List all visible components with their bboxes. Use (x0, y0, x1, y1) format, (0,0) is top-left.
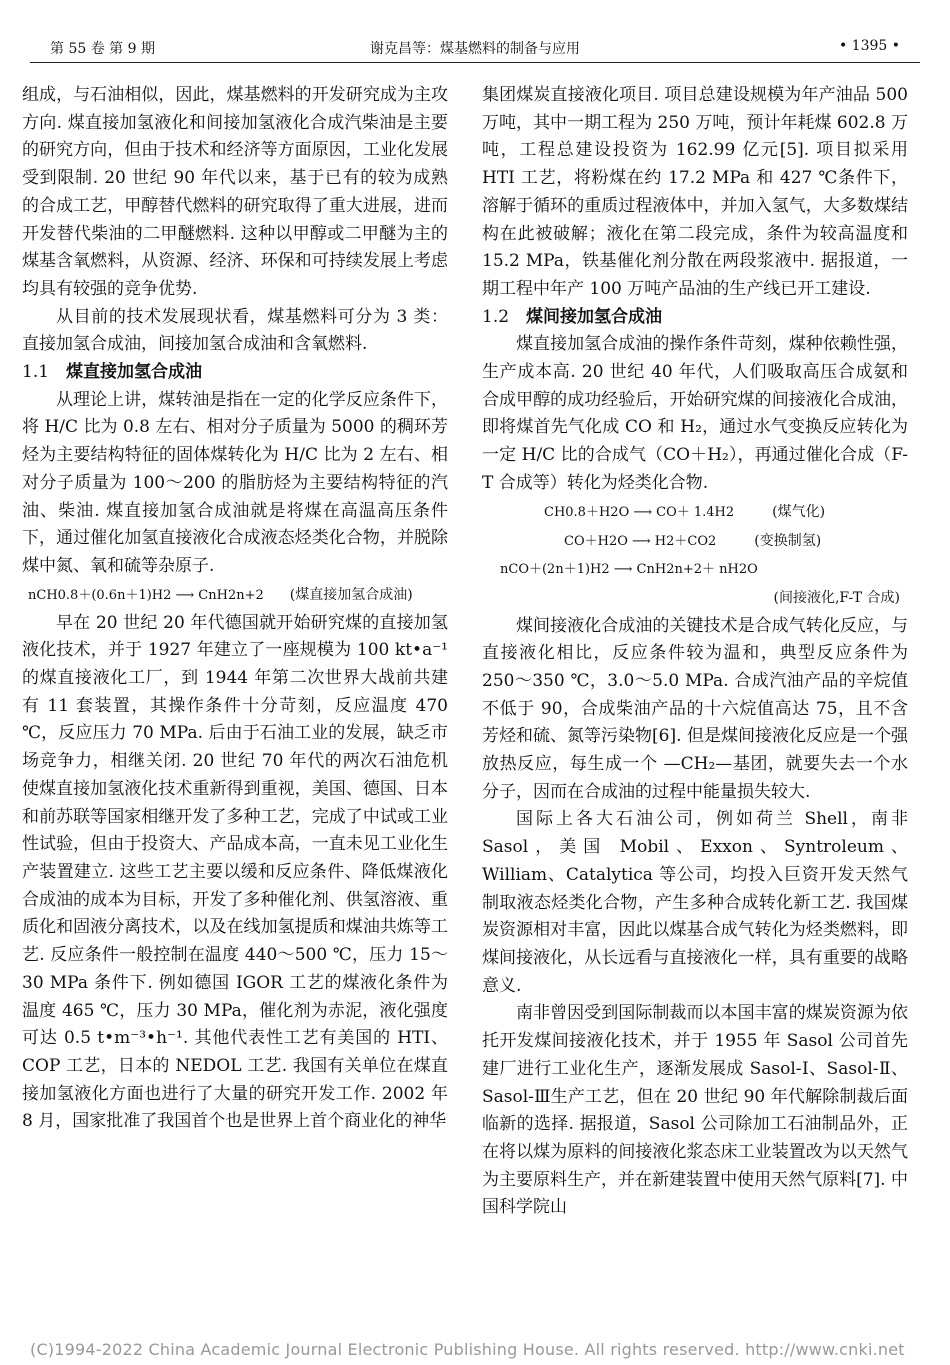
copyright-watermark: (C)1994-2022 China Academic Journal Electronic Publishing House. All rights reserved. http://www.cnki.net (30, 1340, 905, 1359)
section-heading-1-1 (22, 359, 448, 387)
equation-ft-synthesis (482, 556, 908, 584)
equation-tag: (煤直接加氢合成油) (289, 586, 413, 603)
paragraph: 组成，与石油相似，因此，煤基燃料的开发研究成为主攻方向. 煤直接加氢液化和间接加氢液化合成汽柴油是主要的研究方向，但由于技术和经济等方面原因，工业化发展受到限制. 20 世纪 90 年代以来，基于已有的较为成熟的合成工艺，甲醇替代燃料的研究取得了重大进展，进而开发替代柴油的二甲醚燃料. 这种以甲醇或二甲醚为主的煤基含氧燃料，从资源、经济、环保和可持续发展上考虑均具有较强的竞争优势. (22, 85, 448, 299)
paragraph: 从理论上讲，煤转油是指在一定的化学反应条件下，将 H/C 比为 0.8 左右、相对分子质量为 5000 的稠环芳烃为主要结构特征的固体煤转化为 H/C 比为 2 左右、相对分子质量为 100～200 的脂肪烃为主要结构特征的汽油、柴油. 煤直接加氢合成油就是将煤在高温高压条件下，通过催化加氢直接液化合成液态烃类化合物，并脱除煤中氮、氧和硫等杂原子. (22, 389, 448, 576)
paragraph: 煤直接加氢合成油的操作条件苛刻，煤种依赖性强，生产成本高. 20 世纪 40 年代，人们吸取高压合成氨和合成甲醇的成功经验后，开始研究煤的间接液化合成油，即将煤首先气化成 CO 和 H₂，通过水气变换反应转化为一定 H/C 比的合成气（CO＋H₂），再通过催化合成（F-T 合成等）转化为烃类化合物. (482, 334, 908, 493)
page-header (30, 36, 920, 62)
left-column (22, 82, 448, 1136)
equation-body: nCH0.8＋(0.6n＋1)H2 ⟶ CnH2n+2 (28, 587, 264, 603)
equation-tag: (变换制氢) (754, 532, 822, 549)
section-number: 1.1 (22, 362, 50, 383)
equation-shift (482, 527, 908, 556)
equation-tag-line (482, 584, 908, 613)
equation-body: CH0.8＋H2O ⟶ CO＋ 1.4H2 (544, 504, 735, 520)
paragraph: 从目前的技术发展现状看，煤基燃料可分为 3 类：直接加氢合成油，间接加氢合成油和含氧燃料. (22, 306, 448, 355)
equation-tag: (煤气化) (772, 503, 826, 520)
paragraph: 南非曾因受到国际制裁而以本国丰富的煤炭资源为依托开发煤间接液化技术，并于 1955 年 Sasol 公司首先建厂进行工业化生产，逐渐发展成 Sasol-Ⅰ、Sasol-Ⅱ、Sasol-Ⅲ生产工艺，但在 20 世纪 90 年代解除制裁后面临新的选择. 据报道，Sasol 公司除加工石油制品外，正在将以煤为原料的间接液化浆态床工业装置改为以天然气为主要原料生产，并在新建装置中使用天然气原料[7]. 中国科学院山 (482, 1003, 908, 1218)
equation-block (482, 498, 908, 613)
paragraph: 国际上各大石油公司，例如荷兰 Shell，南非 Sasol，美国 Mobil、Exxon、Syntroleum、William、Catalytica 等公司，均投入巨资开发天然气制取液态烃类化合物，产生多种合成转化新工艺. 我国煤炭资源相对丰富，因此以煤基合成气转化为烃类燃料，即煤间接液化，从长远看与直接液化一样，具有重要的战略意义. (482, 809, 908, 996)
section-number: 1.2 (482, 306, 510, 327)
running-title: 谢克昌等：煤基燃料的制备与应用 (370, 41, 580, 57)
equation-body: nCO＋(2n＋1)H2 ⟶ CnH2n+2＋ nH2O (500, 561, 758, 577)
page-number: • 1395 • (838, 38, 900, 54)
section-title: 煤间接加氢合成油 (526, 306, 662, 327)
equation-tag: (间接液化,F-T 合成) (773, 589, 900, 606)
equation-gasification (482, 498, 908, 527)
section-heading-1-2 (482, 304, 908, 332)
right-column (482, 82, 908, 1222)
header-rule (30, 62, 920, 63)
paragraph: 煤间接液化合成油的关键技术是合成气转化反应，与直接液化相比，反应条件较为温和，典型反应条件为 250～350 ℃，3.0～5.0 MPa. 合成汽油产品的辛烷值不低于 90，合成柴油产品的十六烷值高达 75，且不含芳烃和硫、氮等污染物[6]. 但是煤间接液化反应是一个强放热反应，每生成一个 —CH₂—基团，就要失去一个水分子，因而在合成油的过程中能量损失较大. (482, 615, 908, 802)
journal-issue: 第 55 卷 第 9 期 (50, 41, 155, 57)
paragraph: 早在 20 世纪 20 年代德国就开始研究煤的直接加氢液化技术，并于 1927 年建立了一座规模为 100 kt•a⁻¹的煤直接液化工厂，到 1944 年第二次世界大战前共建有 11 套装置，其操作条件十分苛刻，反应温度 470 ℃，反应压力 70 MPa. 后由于石油工业的发展，缺乏市场竞争力，相继关闭. 20 世纪 70 年代的两次石油危机使煤直接加氢液化技术重新得到重视，美国、德国、日本和前苏联等国家相继开发了多种工艺，完成了中试或工业性试验，但由于投资大、产品成本高，一直未见工业化生产装置建立. 这些工艺主要以缓和反应条件、降低煤液化合成油的成本为目标，开发了多种催化剂、供氢溶液、重质化和固液分离技术，以及在线加氢提质和煤油共炼等工艺. 反应条件一般控制在温度 440～500 ℃，压力 15～30 MPa 条件下. 例如德国 IGOR 工艺的煤液化条件为温度 465 ℃，压力 30 MPa，催化剂为赤泥，液化强度可达 0.5 t•m⁻³•h⁻¹. 其他代表性工艺有美国的 HTI、COP 工艺，日本的 NEDOL 工艺. 我国有关单位在煤直接加氢液化方面也进行了大量的研究开发工作. 2002 年 8 月，国家批准了我国首个也是世界上首个商业化的神华 (22, 612, 448, 1132)
section-title: 煤直接加氢合成油 (66, 362, 202, 383)
equation-direct-liquefaction (22, 581, 448, 610)
paragraph: 集团煤炭直接液化项目. 项目总建设规模为年产油品 500 万吨，其中一期工程为 250 万吨，预计年耗煤 602.8 万吨，工程总建设投资为 162.99 亿元[5]. 项目拟采用 HTI 工艺，将粉煤在约 17.2 MPa 和 427 ℃条件下，溶解于循环的重质过程液体中，并加入氢气，大多数煤结构在此被破解；液化在第二段完成，条件为较高温度和 15.2 MPa，铁基催化剂分散在两段浆液中. 据报道，一期工程中年产 100 万吨产品油的生产线已开工建设. (482, 85, 908, 299)
equation-body: CO＋H2O ⟶ H2＋CO2 (564, 533, 717, 549)
